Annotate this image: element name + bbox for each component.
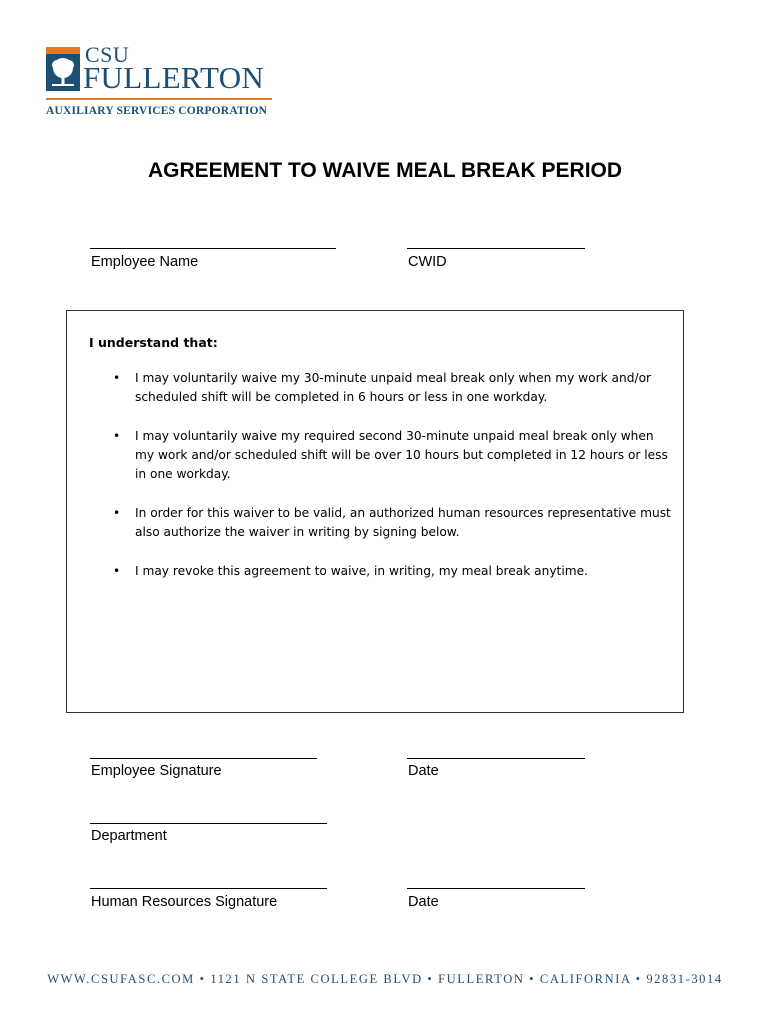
hr-signature-field[interactable] <box>90 888 327 889</box>
logo-text-auxiliary: AUXILIARY SERVICES CORPORATION <box>46 105 268 117</box>
list-item <box>89 504 674 542</box>
acknowledgement-box <box>66 310 684 713</box>
employee-signature-label: Employee Signature <box>91 763 222 779</box>
list-item-text: I may voluntarily waive my required second 30-minute unpaid meal break only when my work and/or scheduled shift will be over 10 hours but completed in 12 hours or less in one workday. <box>135 429 668 481</box>
employee-name-field[interactable] <box>90 248 336 249</box>
list-item <box>89 427 674 484</box>
hr-date-field[interactable] <box>407 888 585 889</box>
cwid-field[interactable] <box>407 248 585 249</box>
bullet-icon: • <box>113 429 121 443</box>
bullet-icon: • <box>113 506 121 520</box>
logo-divider <box>46 98 272 100</box>
department-label: Department <box>91 828 167 844</box>
bullet-icon: • <box>113 371 121 385</box>
department-field[interactable] <box>90 823 327 824</box>
logo-text-fullerton: FULLERTON <box>83 60 265 95</box>
employee-name-label: Employee Name <box>91 254 199 270</box>
list-item-text: I may revoke this agreement to waive, in writing, my meal break anytime. <box>135 564 588 578</box>
footer-address: WWW.CSUFASC.COM • 1121 N STATE COLLEGE BLVD • FULLERTON • CALIFORNIA • 92831-3014 <box>47 972 723 986</box>
organization-logo <box>46 44 276 120</box>
logo-text-csu: CSU <box>85 42 130 67</box>
list-item-text: I may voluntarily waive my 30-minute unpaid meal break only when my work and/or scheduled shift will be completed in 6 hours or less in one workday. <box>135 371 652 404</box>
list-item-text: In order for this waiver to be valid, an authorized human resources representative must also authorize the waiver in writing by signing below. <box>135 506 671 539</box>
bullet-icon: • <box>113 564 121 578</box>
list-item <box>89 369 674 407</box>
document-title: AGREEMENT TO WAIVE MEAL BREAK PERIOD <box>147 159 623 182</box>
cwid-label: CWID <box>408 254 447 270</box>
box-intro: I understand that: <box>89 335 218 350</box>
acknowledgement-list <box>89 369 674 601</box>
tree-emblem-icon <box>46 47 80 91</box>
hr-date-label: Date <box>408 894 439 910</box>
hr-signature-label: Human Resources Signature <box>91 894 278 910</box>
employee-date-label: Date <box>408 763 439 779</box>
employee-date-field[interactable] <box>407 758 585 759</box>
list-item <box>89 562 674 581</box>
employee-signature-field[interactable] <box>90 758 317 759</box>
